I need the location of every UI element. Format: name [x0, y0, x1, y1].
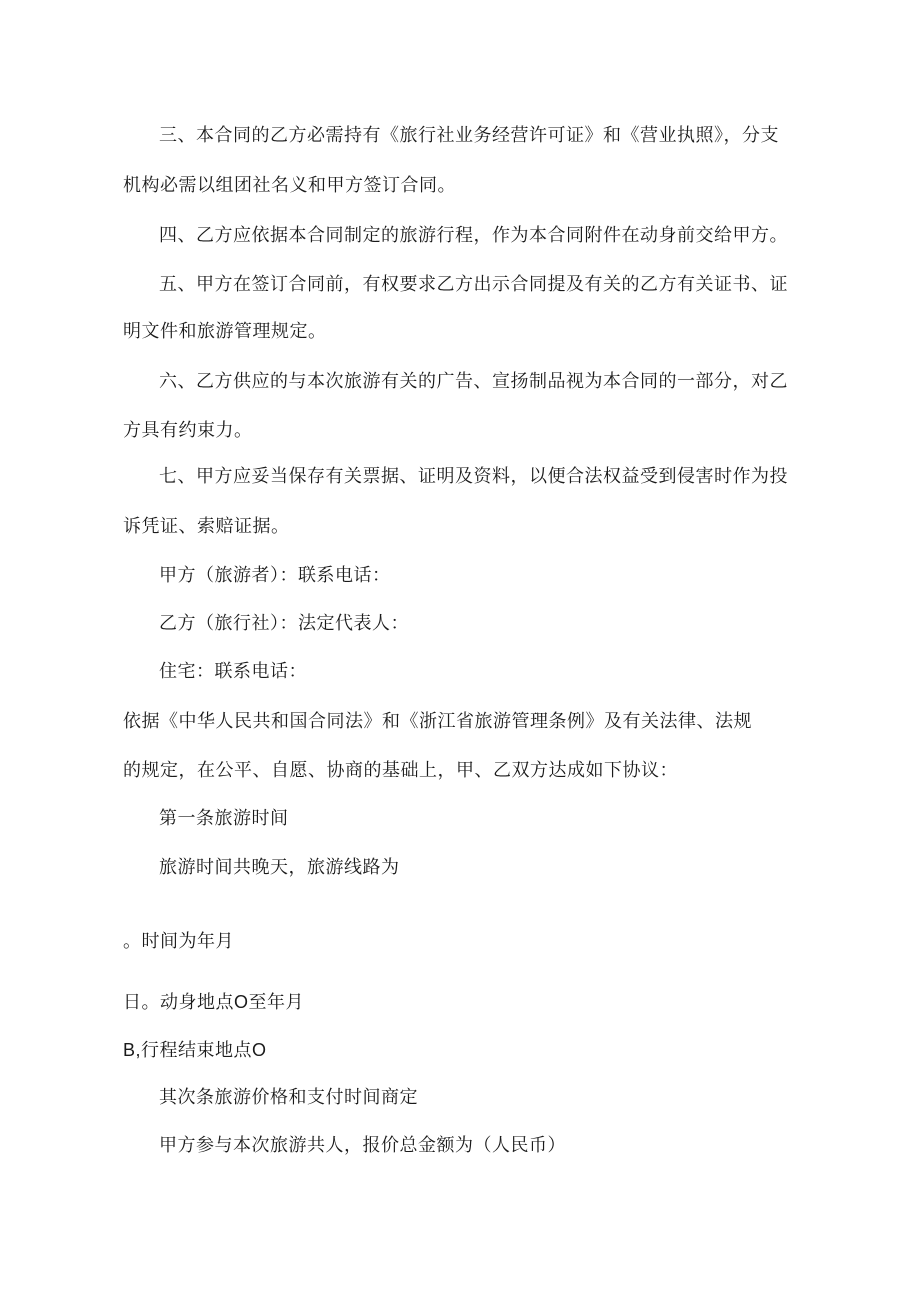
end-location-line: B,行程结束地点O: [123, 1040, 267, 1060]
price-line: 甲方参与本次旅游共人，报价总金额为（人民币）: [159, 1135, 566, 1156]
article-1-heading: 第一条旅游时间: [159, 808, 289, 829]
legal-basis-line-2: 的规定，在公平、自愿、协商的基础上，甲、乙双方达成如下协议：: [123, 760, 678, 781]
departure-line: 日。动身地点O至年月: [123, 992, 305, 1012]
clause-6-line-1: 六、乙方供应的与本次旅游有关的广告、宣扬制品视为本合同的一部分，对乙: [159, 371, 788, 392]
clause-3-line-2: 机构必需以组团社名义和甲方签订合同。: [123, 175, 456, 196]
article-2-heading: 其次条旅游价格和支付时间商定: [159, 1087, 418, 1108]
clause-5-line-1: 五、甲方在签订合同前，有权要求乙方出示合同提及有关的乙方有关证书、证: [159, 274, 788, 295]
clause-3-line-1: 三、本合同的乙方必需持有《旅行社业务经营许可证》和《营业执照》，分支: [159, 125, 779, 146]
travel-time-line: 旅游时间共晚天，旅游线路为: [159, 857, 400, 878]
clause-5-line-2: 明文件和旅游管理规定。: [123, 321, 327, 342]
clause-4-line-1: 四、乙方应依据本合同制定的旅游行程，作为本合同附件在动身前交给甲方。: [159, 225, 788, 246]
time-line: 。时间为年月: [123, 931, 234, 952]
party-a-line: 甲方（旅游者）：联系电话：: [159, 565, 391, 586]
party-b-line: 乙方（旅行社）：法定代表人：: [159, 613, 409, 634]
clause-7-line-1: 七、甲方应妥当保存有关票据、证明及资料，以便合法权益受到侵害时作为投: [159, 466, 788, 487]
legal-basis-line-1: 依据《中华人民共和国合同法》和《浙江省旅游管理条例》及有关法律、法规: [123, 711, 752, 732]
clause-6-line-2: 方具有约束力。: [123, 420, 253, 441]
clause-7-line-2: 诉凭证、索赔证据。: [123, 516, 290, 537]
residence-line: 住宅：联系电话：: [159, 661, 307, 682]
